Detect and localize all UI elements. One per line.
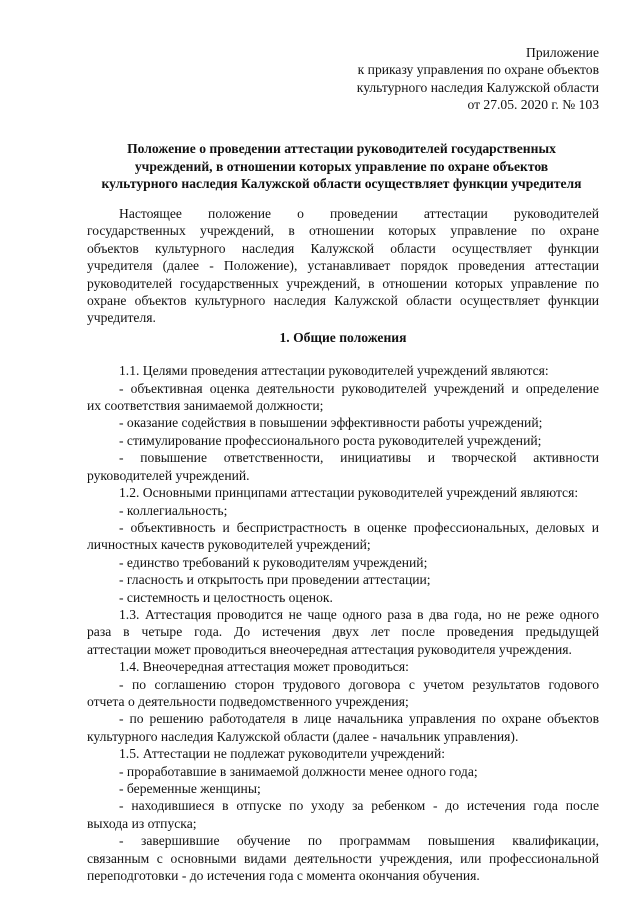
appendix-line: от 27.05. 2020 г. № 103 bbox=[467, 97, 599, 113]
intro-line: объектов культурного наследия Калужской области осуществляет функции bbox=[87, 240, 599, 256]
section-line: 1.1. Целями проведения аттестации руководителей учреждений являются: bbox=[119, 363, 549, 379]
section-line: - по соглашению сторон трудового договора с учетом результатов годового bbox=[119, 676, 599, 692]
document-title bbox=[84, 140, 599, 193]
section-line: - единство требований к руководителям учреждений; bbox=[119, 554, 428, 570]
section-line: - повышение ответственности, инициативы и творческой активности bbox=[119, 450, 599, 466]
appendix-header bbox=[357, 44, 599, 114]
intro-line: учредителя (далее - Положение), устанавливает порядок проведения аттестации bbox=[87, 258, 599, 274]
section-line: связанным с основными видами деятельности учреждения, или профессиональной bbox=[87, 850, 599, 866]
appendix-line: Приложение bbox=[526, 45, 599, 60]
section-line: личностных качеств руководителей учреждений; bbox=[87, 537, 371, 553]
section-line: - системность и целостность оценок. bbox=[119, 589, 333, 605]
appendix-line: к приказу управления по охране объектов bbox=[357, 62, 599, 78]
section-line: - по решению работодателя в лице начальника управления по охране объектов bbox=[119, 711, 599, 727]
title-line: Положение о проведении аттестации руководителей государственных bbox=[127, 141, 556, 156]
section-line: - завершившие обучение по программам повышения квалификации, bbox=[119, 833, 599, 849]
section-line: - гласность и открытость при проведении аттестации; bbox=[119, 572, 431, 588]
section-line: 1.5. Аттестации не подлежат руководители учреждений: bbox=[119, 746, 445, 762]
intro-line: Настоящее положение о проведении аттестации руководителей bbox=[119, 206, 599, 221]
section-line: - проработавшие в занимаемой должности менее одного года; bbox=[119, 763, 478, 779]
title-line: культурного наследия Калужской области осуществляет функции учредителя bbox=[101, 176, 582, 192]
section-line: аттестации может проводиться внеочередная аттестация руководителя учреждения. bbox=[87, 641, 572, 657]
title-line: учреждений, в отношении которых управление по охране объектов bbox=[134, 158, 549, 174]
section-line: - находившиеся в отпуске по уходу за ребенком - до истечения года после bbox=[119, 798, 599, 814]
intro-line: охране объектов культурного наследия Калужской области осуществляет функции bbox=[87, 293, 599, 309]
section-line: - беременные женщины; bbox=[119, 781, 261, 796]
section-line: 1.3. Аттестация проводится не чаще одного раза в два года, но не реже одного bbox=[119, 606, 599, 622]
section-line: - коллегиальность; bbox=[119, 502, 228, 518]
section-line: - стимулирование профессионального роста руководителей учреждений; bbox=[119, 432, 542, 448]
section-line: раза в четыре года. До истечения двух лет после проведения предыдущей bbox=[87, 624, 599, 640]
section-line: руководителей учреждений. bbox=[87, 467, 250, 483]
document-body bbox=[87, 205, 599, 884]
section-line: - объективность и беспристрастность в оценке профессиональных, деловых и bbox=[119, 519, 599, 535]
section-heading: 1. Общие положения bbox=[279, 329, 407, 345]
section-line: культурного наследия Калужской области (далее - начальник управления). bbox=[87, 728, 519, 744]
intro-paragraph bbox=[87, 205, 599, 327]
section-line: 1.2. Основными принципами аттестации руководителей учреждений являются: bbox=[119, 485, 579, 501]
intro-line: руководителей государственных учреждений, в отношении которых управление по bbox=[87, 275, 599, 291]
section-line: переподготовки - до истечения года с момента окончания обучения. bbox=[87, 868, 480, 884]
section-line: их соответствия занимаемой должности; bbox=[87, 398, 324, 414]
section-line: выхода из отпуска; bbox=[87, 815, 197, 831]
intro-line: государственных учреждений, в отношении которых управление по охране bbox=[87, 223, 599, 239]
section-line: отчета о деятельности подведомственного учреждения; bbox=[87, 693, 409, 709]
section-body bbox=[87, 362, 599, 884]
section-line: - объективная оценка деятельности руководителей учреждений и определение bbox=[119, 380, 599, 396]
section-line: - оказание содействия в повышении эффективности работы учреждений; bbox=[119, 415, 543, 431]
section-line: 1.4. Внеочередная аттестация может проводиться: bbox=[119, 659, 409, 675]
appendix-line: культурного наследия Калужской области bbox=[356, 79, 599, 95]
intro-line: учредителя. bbox=[87, 310, 156, 326]
